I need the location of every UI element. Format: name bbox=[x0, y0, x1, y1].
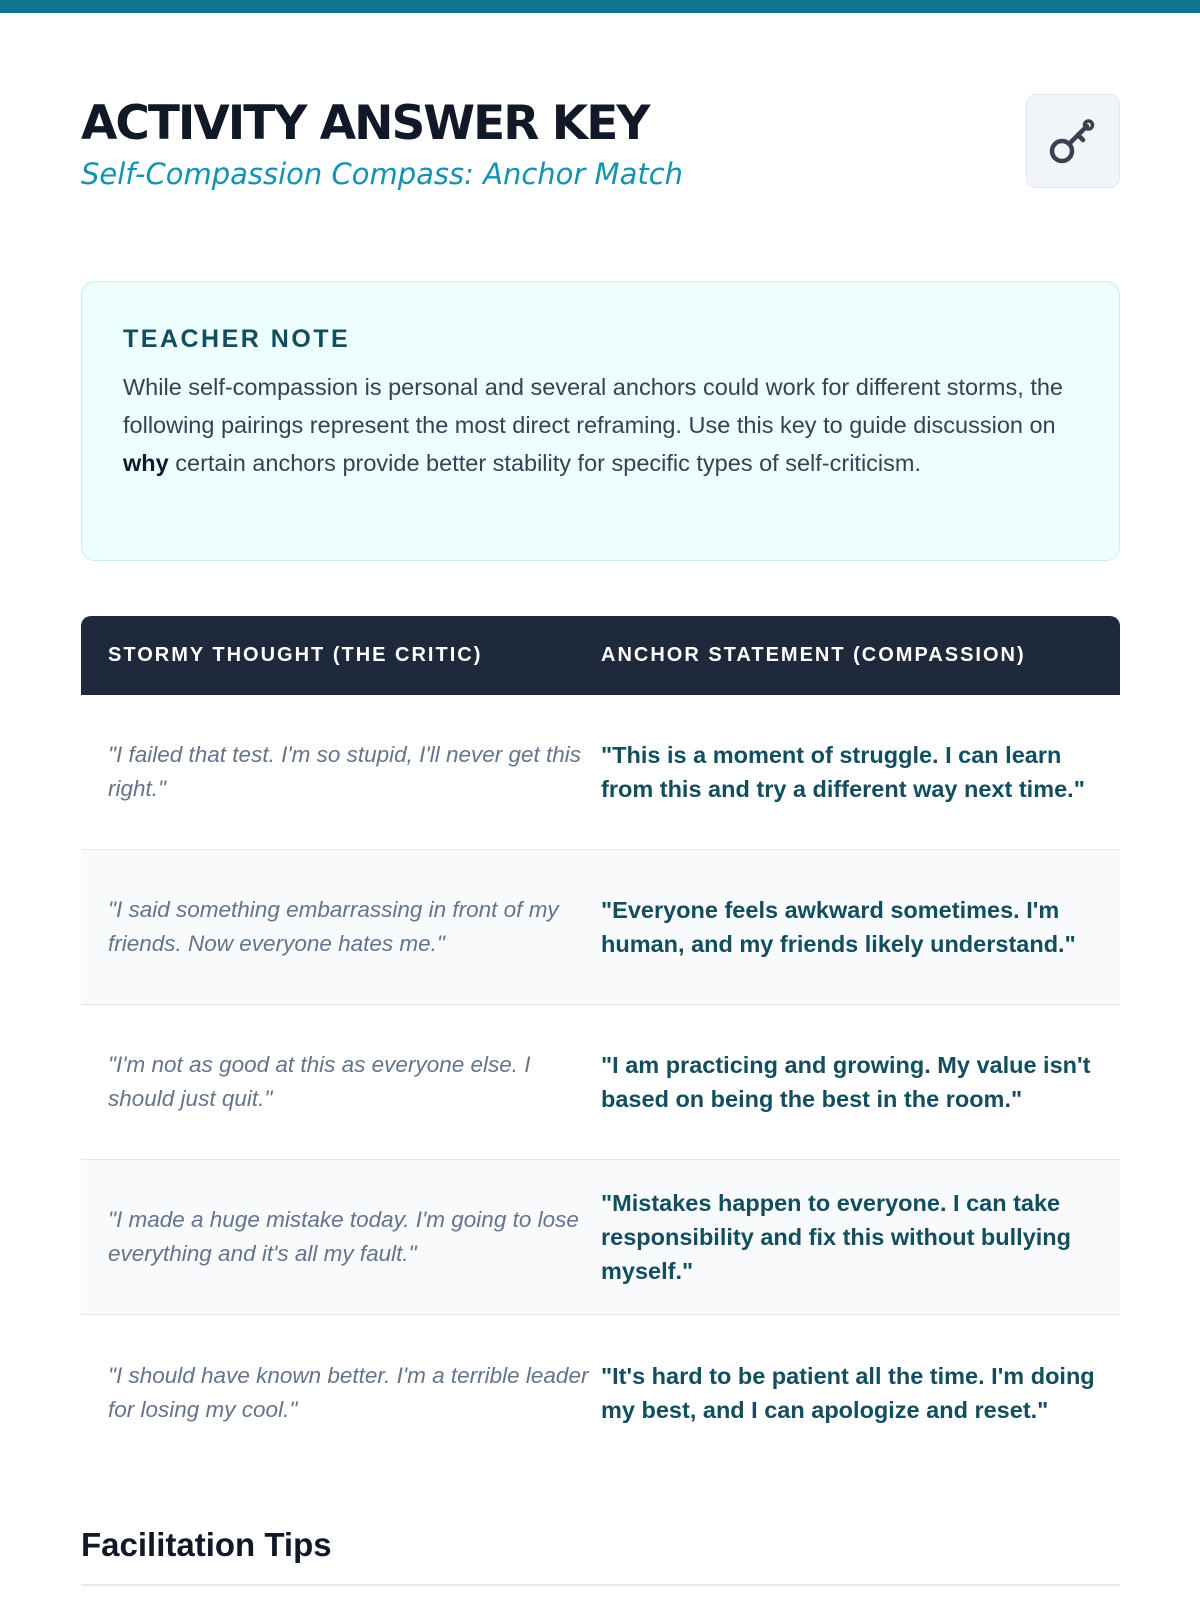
stormy-thought-cell: "I made a huge mistake today. I'm going to lose everything and it's all my fault." bbox=[108, 1207, 579, 1266]
table-row bbox=[81, 1160, 1120, 1315]
page-title: ACTIVITY ANSWER KEY bbox=[81, 96, 649, 151]
page-subtitle: Self-Compassion Compass: Anchor Match bbox=[81, 157, 684, 191]
column-header-anchor: ANCHOR STATEMENT (COMPASSION) bbox=[601, 644, 1026, 666]
answer-key-table bbox=[81, 616, 1120, 1470]
anchor-statement-cell: "Everyone feels awkward sometimes. I'm human, and my friends likely understand." bbox=[601, 897, 1076, 957]
teacher-note-text bbox=[123, 368, 1079, 482]
anchor-statement-cell: "This is a moment of struggle. I can learn from this and try a different way next time." bbox=[601, 742, 1085, 802]
teacher-note-label: TEACHER NOTE bbox=[123, 325, 351, 353]
key-icon bbox=[1047, 115, 1099, 167]
anchor-statement-cell: "Mistakes happen to everyone. I can take responsibility and fix this without bullying myself." bbox=[601, 1190, 1072, 1284]
page-header bbox=[81, 96, 1120, 206]
table-row bbox=[81, 1315, 1120, 1470]
teacher-note-emphasis: why bbox=[123, 450, 169, 476]
key-icon-tile bbox=[1026, 94, 1120, 188]
table-row bbox=[81, 1005, 1120, 1160]
facilitation-tips-heading: Facilitation Tips bbox=[81, 1526, 332, 1563]
table-row bbox=[81, 695, 1120, 850]
top-accent-bar bbox=[0, 0, 1200, 13]
table-row bbox=[81, 850, 1120, 1005]
stormy-thought-cell: "I'm not as good at this as everyone else. I should just quit." bbox=[108, 1052, 531, 1111]
anchor-statement-cell: "It's hard to be patient all the time. I'm doing my best, and I can apologize and reset." bbox=[601, 1362, 1095, 1423]
stormy-thought-cell: "I should have known better. I'm a terrible leader for losing my cool." bbox=[108, 1362, 589, 1422]
teacher-note-text-end: certain anchors provide better stability for specific types of self-criticism. bbox=[168, 450, 921, 476]
table-header bbox=[81, 616, 1120, 695]
stormy-thought-cell: "I failed that test. I'm so stupid, I'll never get this right." bbox=[108, 742, 582, 801]
teacher-note-text-start: While self-compassion is personal and several anchors could work for different storms, the following pairings represent the most direct reframing. Use this key to guide discussion on bbox=[123, 374, 1063, 438]
column-header-critic: STORMY THOUGHT (THE CRITIC) bbox=[108, 644, 483, 666]
anchor-statement-cell: "I am practicing and growing. My value isn't based on being the best in the room." bbox=[601, 1052, 1091, 1112]
stormy-thought-cell: "I said something embarrassing in front of my friends. Now everyone hates me." bbox=[108, 897, 559, 956]
teacher-note bbox=[81, 281, 1120, 561]
section-divider bbox=[81, 1584, 1120, 1586]
